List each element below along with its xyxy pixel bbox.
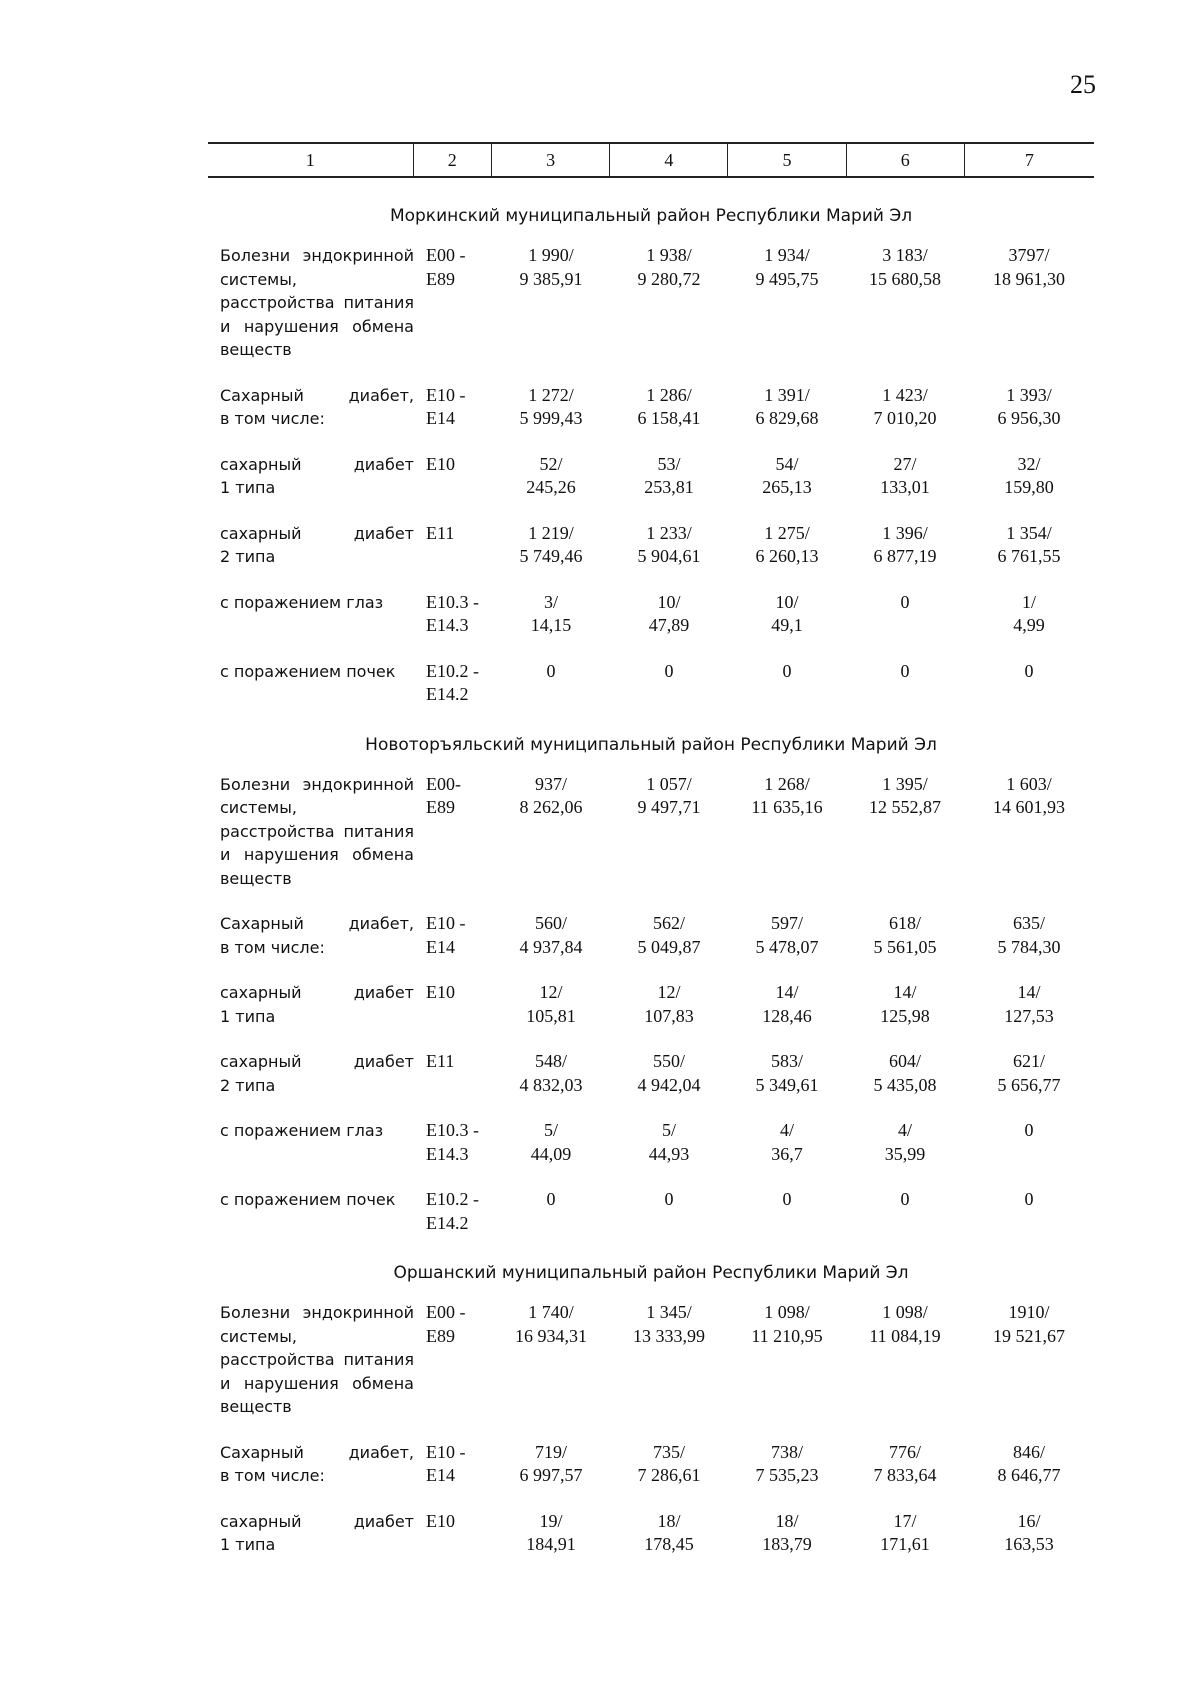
icd-code: E10 [426, 453, 455, 474]
value-cell: 12/ 105,81 [526, 982, 576, 1026]
value-cell: 621/ 5 656,77 [997, 1051, 1061, 1095]
value-cell: 1 740/ 16 934,31 [515, 1302, 587, 1346]
value-cell: 1/ 4,99 [1013, 591, 1045, 635]
value-cell: 1 268/ 11 635,16 [751, 773, 823, 817]
icd-code: E10 - E14 [426, 913, 466, 957]
value-cell: 0 [782, 1189, 792, 1209]
statistics-table [208, 142, 1094, 1557]
value-cell: 4/ 36,7 [771, 1120, 803, 1164]
value-cell: 52/ 245,26 [526, 453, 576, 497]
value-cell: 635/ 5 784,30 [997, 913, 1061, 957]
row-label: Сахарный диабет, в том числе: [220, 385, 414, 428]
value-cell: 5/ 44,93 [648, 1120, 690, 1164]
row-label: сахарный диабет 2 типа [220, 523, 414, 566]
value-cell: 19/ 184,91 [526, 1510, 576, 1554]
column-number-2: 2 [413, 143, 491, 177]
table-row [208, 1050, 1094, 1097]
value-cell: 1 098/ 11 210,95 [751, 1302, 823, 1346]
row-label: Болезни эндокринной системы, расстройства питания и нарушения обмена веществ [220, 246, 414, 359]
table-row [208, 1301, 1094, 1419]
value-cell: 3797/ 18 961,30 [993, 245, 1065, 289]
value-cell: 1 603/ 14 601,93 [993, 773, 1065, 817]
value-cell: 738/ 7 535,23 [755, 1441, 819, 1485]
value-cell: 1 286/ 6 158,41 [637, 384, 701, 428]
value-cell: 1 990/ 9 385,91 [519, 245, 583, 289]
table-row [208, 384, 1094, 431]
row-label: Сахарный диабет, в том числе: [220, 1442, 414, 1485]
value-cell: 14/ 128,46 [762, 982, 812, 1026]
row-label: с поражением глаз [220, 592, 384, 612]
value-cell: 548/ 4 832,03 [519, 1051, 583, 1095]
icd-code: E10 [426, 1510, 455, 1531]
icd-code: E11 [426, 1051, 455, 1071]
icd-code: E10 [426, 982, 455, 1002]
value-cell: 3 183/ 15 680,58 [869, 245, 941, 289]
value-cell: 776/ 7 833,64 [873, 1441, 937, 1485]
section-title: Моркинский муниципальный район Республики Марий Эл [389, 206, 913, 226]
value-cell: 54/ 265,13 [762, 453, 812, 497]
icd-code: E00 - E89 [426, 1302, 466, 1346]
value-cell: 583/ 5 349,61 [755, 1051, 819, 1095]
column-number-3: 3 [492, 143, 610, 177]
value-cell: 12/ 107,83 [644, 982, 694, 1026]
table-row [208, 591, 1094, 638]
row-label: Болезни эндокринной системы, расстройства питания и нарушения обмена веществ [220, 774, 414, 888]
table-row [208, 1119, 1094, 1166]
value-cell: 550/ 4 942,04 [637, 1051, 701, 1095]
row-label: сахарный диабет 2 типа [220, 1052, 414, 1095]
value-cell: 14/ 125,98 [880, 982, 930, 1026]
section-title: Новоторъяльский муниципальный район Республики Марий Эл [365, 734, 937, 755]
column-number-5: 5 [728, 143, 846, 177]
value-cell: 0 [900, 591, 910, 612]
value-cell: 10/ 49,1 [771, 591, 803, 635]
value-cell: 0 [900, 1189, 910, 1209]
value-cell: 1 272/ 5 999,43 [519, 384, 583, 428]
icd-code: E00 - E89 [426, 245, 466, 289]
value-cell: 18/ 183,79 [762, 1510, 812, 1554]
value-cell: 0 [546, 660, 556, 681]
value-cell: 719/ 6 997,57 [519, 1441, 583, 1485]
row-label: Болезни эндокринной системы, расстройства питания и нарушения обмена веществ [220, 1303, 414, 1416]
table-row [208, 1510, 1094, 1557]
value-cell: 1 938/ 9 280,72 [637, 245, 701, 289]
value-cell: 32/ 159,80 [1004, 453, 1054, 497]
icd-code: E10.3 - E14.3 [426, 591, 479, 635]
value-cell: 10/ 47,89 [648, 591, 690, 635]
icd-code: E10 - E14 [426, 1441, 466, 1485]
table-row [208, 244, 1094, 362]
value-cell: 5/ 44,09 [530, 1120, 572, 1164]
icd-code: E10.2 - E14.2 [426, 660, 479, 704]
value-cell: 27/ 133,01 [880, 453, 930, 497]
icd-code: E10.2 - E14.2 [426, 1189, 479, 1233]
value-cell: 1 354/ 6 761,55 [997, 522, 1061, 566]
column-number-7: 7 [964, 143, 1094, 177]
section-title: Оршанский муниципальный район Республики Марий Эл [393, 1263, 909, 1283]
table-row [208, 1441, 1094, 1488]
table-row [208, 773, 1094, 891]
value-cell: 0 [1024, 660, 1034, 681]
column-number-1: 1 [208, 143, 413, 177]
value-cell: 937/ 8 262,06 [519, 773, 583, 817]
value-cell: 618/ 5 561,05 [873, 913, 937, 957]
value-cell: 1 396/ 6 877,19 [873, 522, 937, 566]
column-number-6: 6 [846, 143, 964, 177]
value-cell: 0 [1024, 1189, 1034, 1209]
value-cell: 1 391/ 6 829,68 [755, 384, 819, 428]
row-label: сахарный диабет 1 типа [220, 454, 414, 497]
table-row [208, 912, 1094, 959]
icd-code: E00- E89 [426, 773, 461, 817]
value-cell: 3/ 14,15 [530, 591, 572, 635]
row-label: с поражением почек [220, 1190, 396, 1209]
value-cell: 0 [546, 1189, 556, 1209]
value-cell: 1 233/ 5 904,61 [637, 522, 701, 566]
table-row [208, 981, 1094, 1028]
value-cell: 14/ 127,53 [1004, 982, 1054, 1026]
value-cell: 0 [664, 660, 674, 681]
value-cell: 1 423/ 7 010,20 [873, 384, 937, 428]
icd-code: E10 - E14 [426, 384, 466, 428]
value-cell: 0 [664, 1189, 674, 1209]
value-cell: 1910/ 19 521,67 [993, 1302, 1065, 1346]
value-cell: 1 393/ 6 956,30 [997, 384, 1061, 428]
value-cell: 4/ 35,99 [884, 1120, 926, 1164]
value-cell: 1 057/ 9 497,71 [637, 773, 701, 817]
value-cell: 1 934/ 9 495,75 [755, 245, 819, 289]
table-row [208, 1188, 1094, 1235]
row-label: Сахарный диабет, в том числе: [220, 914, 414, 957]
table-row [208, 522, 1094, 569]
value-cell: 1 275/ 6 260,13 [755, 522, 819, 566]
icd-code: E11 [426, 522, 455, 543]
value-cell: 1 219/ 5 749,46 [519, 522, 583, 566]
value-cell: 846/ 8 646,77 [997, 1441, 1061, 1485]
value-cell: 1 098/ 11 084,19 [869, 1302, 941, 1346]
row-label: с поражением почек [220, 661, 396, 681]
table-body [208, 204, 1094, 1557]
value-cell: 18/ 178,45 [644, 1510, 694, 1554]
value-cell: 0 [900, 660, 910, 681]
row-label: сахарный диабет 1 типа [220, 983, 414, 1026]
value-cell: 1 345/ 13 333,99 [633, 1302, 705, 1346]
table-row [208, 660, 1094, 707]
value-cell: 735/ 7 286,61 [637, 1441, 701, 1485]
value-cell: 597/ 5 478,07 [755, 913, 819, 957]
value-cell: 17/ 171,61 [880, 1510, 930, 1554]
page-number: 25 [1070, 70, 1096, 99]
value-cell: 1 395/ 12 552,87 [869, 773, 941, 817]
column-number-4: 4 [610, 143, 728, 177]
value-cell: 604/ 5 435,08 [873, 1051, 937, 1095]
value-cell: 562/ 5 049,87 [637, 913, 701, 957]
value-cell: 0 [1024, 1120, 1034, 1140]
row-label: сахарный диабет 1 типа [220, 1511, 414, 1554]
row-label: с поражением глаз [220, 1121, 384, 1140]
column-header-row [208, 142, 1094, 178]
value-cell: 560/ 4 937,84 [519, 913, 583, 957]
value-cell: 0 [782, 660, 792, 681]
value-cell: 16/ 163,53 [1004, 1510, 1054, 1554]
icd-code: E10.3 - E14.3 [426, 1120, 479, 1164]
value-cell: 53/ 253,81 [644, 453, 694, 497]
table-row [208, 453, 1094, 500]
